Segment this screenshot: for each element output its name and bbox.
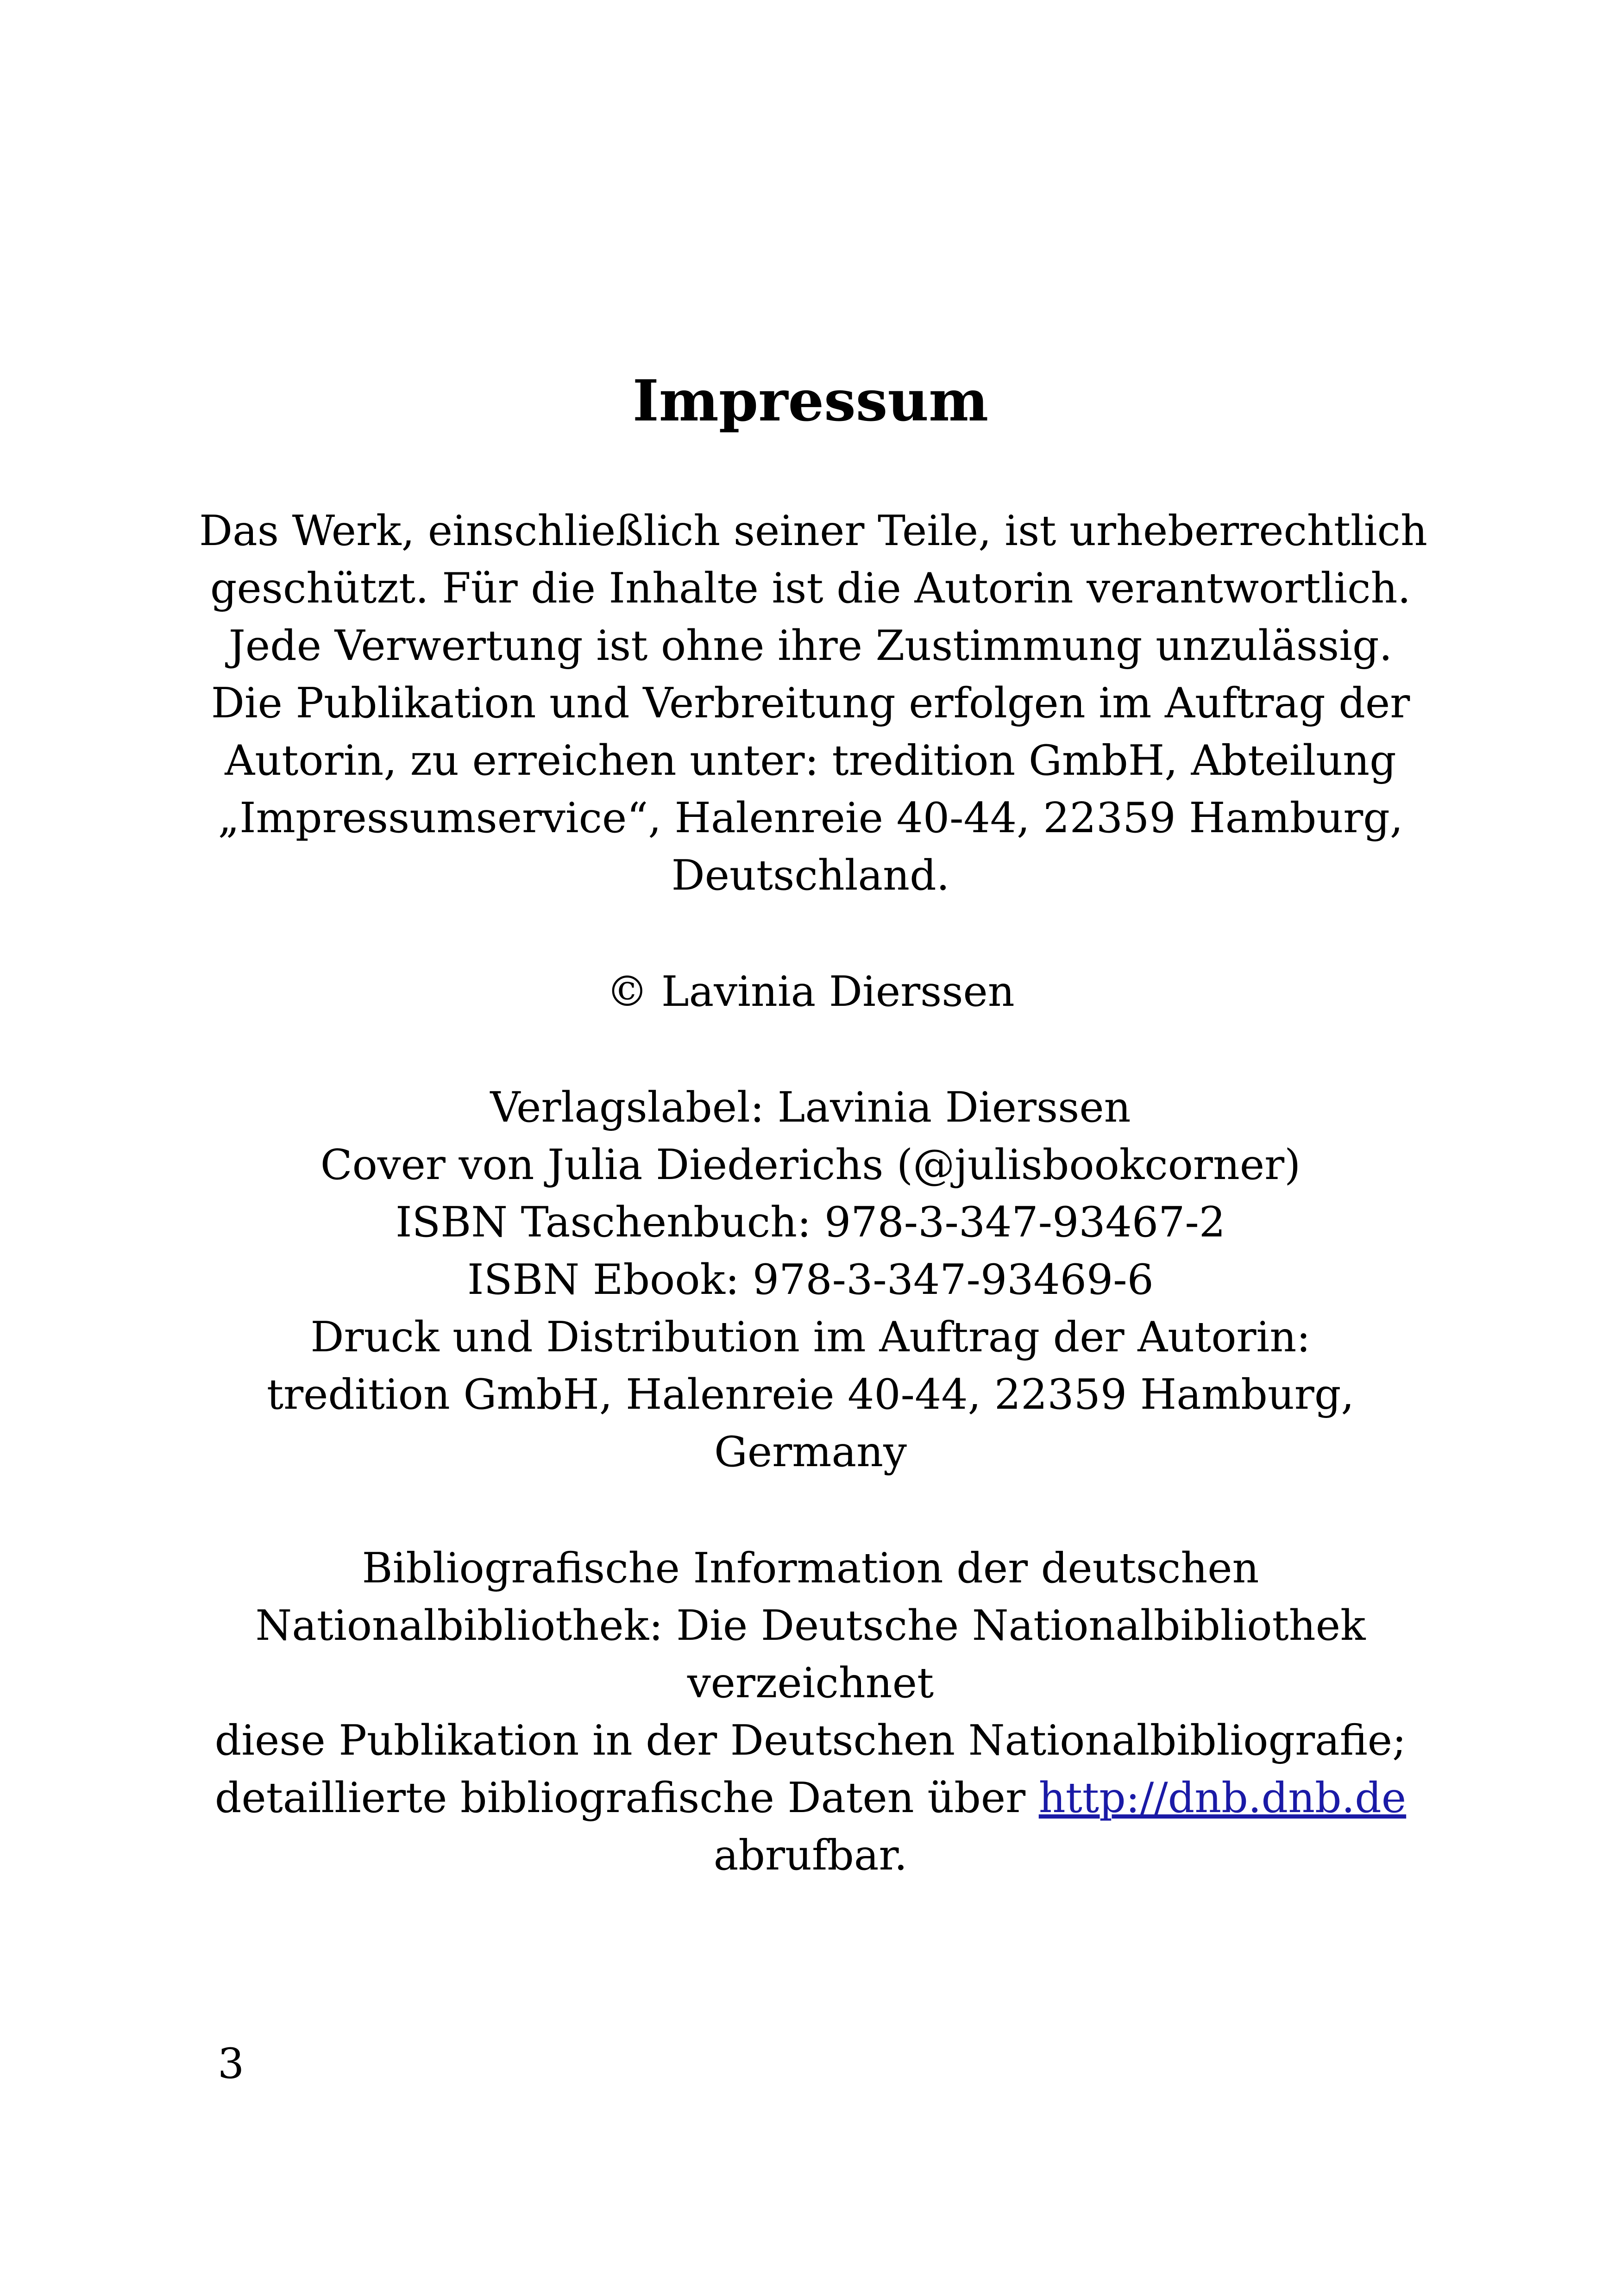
copyright-notice [199, 963, 1422, 1021]
bibliographic-line: abrufbar. [713, 1831, 908, 1880]
legal-notice [199, 502, 1427, 904]
legal-notice-line: Autorin, zu erreichen unter: tredition GmbH, Abteilung [225, 736, 1396, 785]
legal-notice-line: Deutschland. [671, 851, 950, 900]
copyright-line: © Lavinia Dierssen [606, 967, 1015, 1016]
isbn-paperback-line: ISBN Taschenbuch: 978-3-347-93467-2 [395, 1198, 1226, 1247]
bibliographic-info [199, 1540, 1422, 1884]
bibliographic-link-prefix: detaillierte bibliografische Daten über [214, 1774, 1039, 1822]
distribution-address-line: tredition GmbH, Halenreie 40-44, 22359 Hamburg, [266, 1370, 1355, 1419]
legal-notice-line: geschützt. Für die Inhalte ist die Autorin verantwortlich. [210, 564, 1411, 613]
dnb-link[interactable]: http://dnb.dnb.de [1038, 1774, 1407, 1822]
legal-notice-line: Die Publikation und Verbreitung erfolgen im Auftrag der [211, 679, 1410, 728]
bibliographic-line: verzeichnet [687, 1659, 934, 1707]
legal-notice-line: Das Werk, einschließlich seiner Teile, ist urheberrechtlich [199, 507, 1427, 555]
distribution-line: Druck und Distribution im Auftrag der Autorin: [310, 1313, 1311, 1361]
bibliographic-line: Bibliografische Information der deutschen [362, 1544, 1259, 1593]
cover-credit-line: Cover von Julia Diederichs (@julisbookcorner) [320, 1141, 1301, 1189]
page-title: Impressum [632, 367, 989, 434]
publisher-label-line: Verlagslabel: Lavinia Dierssen [490, 1083, 1131, 1132]
bibliographic-link-line [199, 1769, 1422, 1827]
legal-notice-line: Jede Verwertung ist ohne ihre Zustimmung unzulässig. [228, 621, 1393, 670]
isbn-ebook-line: ISBN Ebook: 978-3-347-93469-6 [467, 1255, 1154, 1304]
page-number: 3 [218, 2039, 245, 2088]
distribution-country-line: Germany [714, 1428, 907, 1476]
bibliographic-line: Nationalbibliothek: Die Deutsche Nationalbibliothek [255, 1601, 1366, 1650]
publishing-info [199, 1079, 1422, 1481]
legal-notice-line: „Impressumservice“, Halenreie 40-44, 22359 Hamburg, [218, 794, 1403, 842]
bibliographic-line: diese Publikation in der Deutschen Nationalbibliografie; [214, 1716, 1407, 1765]
